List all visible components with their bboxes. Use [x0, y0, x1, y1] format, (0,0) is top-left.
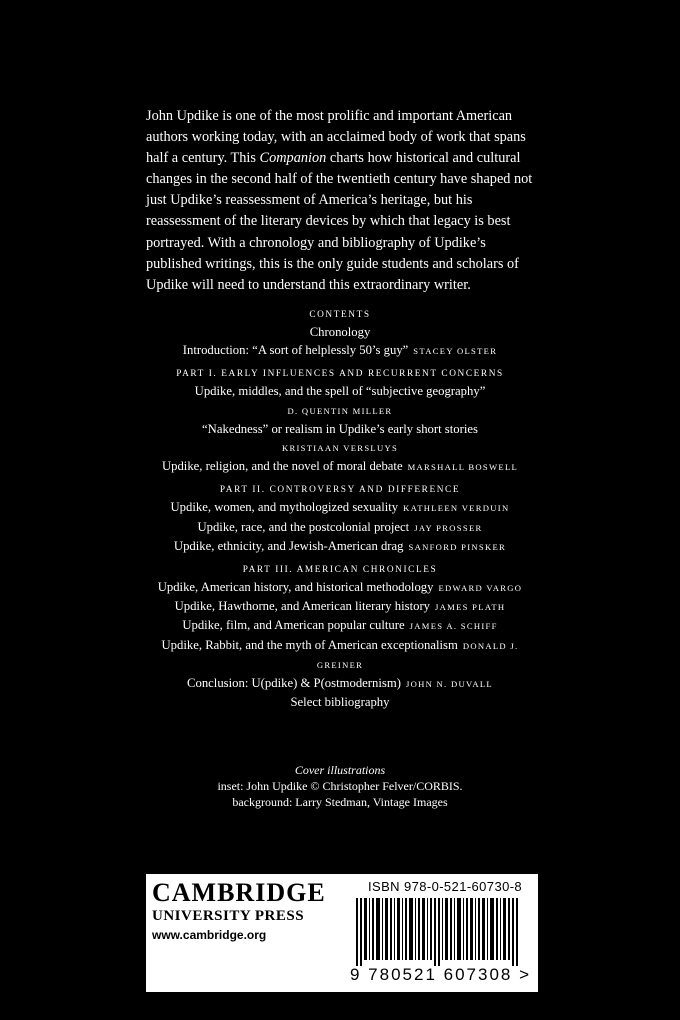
chapter-title: Updike, ethnicity, and Jewish-American drag: [173, 538, 404, 553]
toc-entry: [118, 537, 562, 556]
chapter-author: D. QUENTIN MILLER: [287, 405, 393, 416]
toc-entry: [118, 578, 562, 597]
blurb-italic: Companion: [259, 150, 327, 167]
chapter-author: MARSHALL BOSWELL: [407, 462, 519, 473]
chapter-title: Updike, Hawthorne, and American literary history: [174, 599, 431, 614]
chapter-author: JAY PROSSER: [414, 522, 483, 533]
chapter-title: Updike, women, and mythologized sexuality: [170, 500, 399, 515]
blurb-text-1: John Updike is one of the most prolific and important American authors working today, with an acclaimed body of work that spans half a century. This: [146, 108, 526, 167]
cover-background-credit: background: Larry Stedman, Vintage Images: [232, 795, 448, 809]
publisher-url: www.cambridge.org: [152, 928, 267, 942]
chapter-title: Updike, Rabbit, and the myth of American exceptionalism: [161, 637, 458, 652]
chapter-title: Updike, film, and American popular culture: [182, 618, 405, 633]
toc-entry: [118, 518, 562, 537]
chapter-author: SANFORD PINSKER: [408, 541, 507, 552]
blurb-text-2: charts how historical and cultural changes in the second half of the twentieth century have shaped not just Updike’s reassessment of America’s heritage, but his reassessment of the literary devices by which that legacy is best portrayed. With a chronology and bibliography of Updike’s published writings, this is the only guide students and scholars of Updike will need to understand this extraordinary writer.: [146, 150, 533, 293]
chapter-title: Conclusion: U(pdike) & P(ostmodernism): [187, 676, 401, 691]
chapter-author: JAMES A. SCHIFF: [409, 621, 498, 632]
toc-entry: [118, 636, 562, 655]
toc-entry: [118, 457, 562, 476]
toc-entry: [118, 498, 562, 517]
chapter-author: STACEY OLSTER: [413, 346, 498, 357]
barcode-icon: [356, 898, 526, 966]
toc-entry-conclusion: [118, 674, 562, 693]
toc-author-line: [118, 655, 562, 674]
barcode-panel: [146, 874, 538, 992]
chapter-author: DONALD J.: [462, 640, 519, 651]
toc-entry: [118, 597, 562, 616]
publisher-logo: CAMBRIDGE: [152, 878, 326, 907]
contents-heading: CONTENTS: [309, 310, 371, 320]
chapter-author: EDWARD VARGO: [438, 583, 523, 594]
blurb: [146, 106, 544, 296]
cover-credits: [118, 762, 562, 810]
toc-author-line: [118, 401, 562, 420]
toc-entry: [118, 616, 562, 635]
chapter-author: JOHN N. DUVALL: [405, 679, 493, 690]
publisher-sub: UNIVERSITY PRESS: [152, 908, 305, 924]
isbn-label: ISBN 978-0-521-60730-8: [368, 879, 523, 894]
chapter-title: Updike, religion, and the novel of moral debate: [161, 459, 403, 474]
part-heading-1: PART I. EARLY INFLUENCES AND RECURRENT CONCERNS: [176, 369, 504, 380]
chapter-author: KATHLEEN VERDUIN: [403, 503, 510, 514]
part-heading-3: PART III. AMERICAN CHRONICLES: [242, 565, 438, 576]
isbn-digits: 9 780521 607308 >: [350, 965, 532, 984]
cover-label: Cover illustrations: [294, 763, 386, 777]
chapter-title: Introduction: “A sort of helplessly 50’s guy”: [182, 343, 409, 358]
chapter-author: JAMES PLATH: [435, 602, 506, 613]
toc-entry: “Nakedness” or realism in Updike’s early short stories: [202, 421, 478, 436]
cover-inset-credit: inset: John Updike © Christopher Felver/CORBIS.: [217, 779, 463, 793]
toc-entry-intro: [118, 341, 562, 360]
chapter-title: Updike, American history, and historical methodology: [157, 580, 434, 595]
chapter-author: KRISTIAAN VERSLUYS: [281, 443, 399, 454]
toc-entry: Updike, middles, and the spell of “subjective geography”: [194, 384, 486, 399]
chapter-author: GREINER: [316, 659, 364, 670]
toc-author-line: [118, 438, 562, 457]
contents: [118, 308, 562, 711]
part-heading-2: PART II. CONTROVERSY AND DIFFERENCE: [219, 485, 461, 496]
chronology: Chronology: [309, 325, 371, 339]
toc-entry-bibliography: Select bibliography: [290, 695, 390, 710]
chapter-title: Updike, race, and the postcolonial project: [197, 519, 410, 534]
